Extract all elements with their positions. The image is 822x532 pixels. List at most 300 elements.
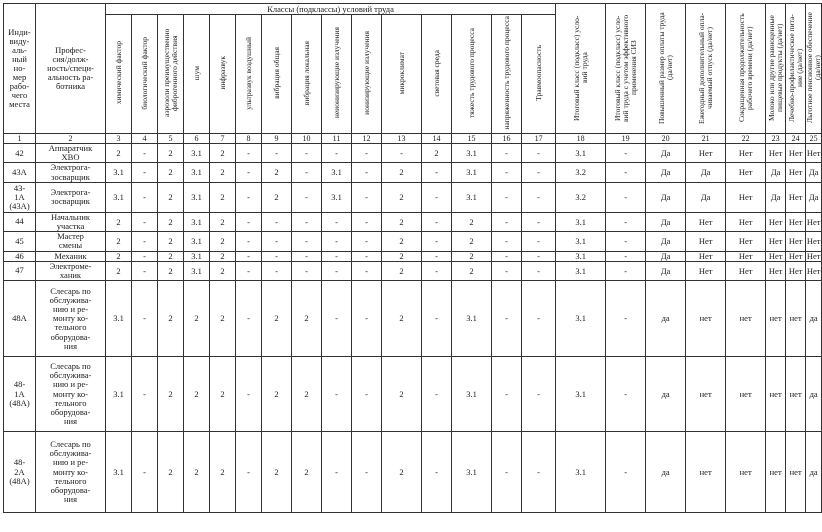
table-cell: - bbox=[492, 144, 522, 163]
table-cell: Нет bbox=[806, 144, 822, 163]
table-cell: - bbox=[322, 261, 352, 280]
table-cell: 2 bbox=[262, 357, 292, 432]
table-cell: 2 bbox=[158, 144, 184, 163]
table-cell: 2 bbox=[262, 182, 292, 212]
header-factor: напряженность трудового процесса bbox=[492, 15, 522, 134]
column-number: 9 bbox=[262, 134, 292, 144]
workplace-number: 48- 2А (48А) bbox=[4, 432, 36, 513]
table-cell: - bbox=[262, 251, 292, 261]
profession-name: Мастер смены bbox=[36, 232, 106, 251]
column-number: 25 bbox=[806, 134, 822, 144]
table-cell: - bbox=[132, 251, 158, 261]
table-cell: - bbox=[132, 357, 158, 432]
table-cell: - bbox=[606, 251, 646, 261]
header-factor: ионизирующие излучения bbox=[352, 15, 382, 134]
table-cell: да bbox=[646, 281, 686, 357]
table-cell: Да bbox=[686, 182, 726, 212]
table-row bbox=[4, 212, 822, 231]
column-number: 19 bbox=[606, 134, 646, 144]
table-cell: 2 bbox=[106, 212, 132, 231]
column-number: 16 bbox=[492, 134, 522, 144]
table-cell: 3.1 bbox=[184, 212, 210, 231]
table-cell: - bbox=[322, 212, 352, 231]
table-cell: Нет bbox=[726, 144, 766, 163]
table-cell: - bbox=[492, 357, 522, 432]
table-cell: нет bbox=[786, 357, 806, 432]
table-cell: 3.1 bbox=[184, 261, 210, 280]
header-factor: вибрация общая bbox=[262, 15, 292, 134]
profession-name: Электроме- ханик bbox=[36, 261, 106, 280]
profession-name: Электрога- зосварщик bbox=[36, 163, 106, 182]
table-cell: - bbox=[292, 163, 322, 182]
table-cell: - bbox=[292, 261, 322, 280]
table-cell: Нет bbox=[786, 182, 806, 212]
table-cell: - bbox=[236, 232, 262, 251]
table-cell: 2 bbox=[210, 261, 236, 280]
table-cell: 3.1 bbox=[184, 144, 210, 163]
table-cell: - bbox=[522, 182, 556, 212]
header-row-classes bbox=[4, 4, 822, 15]
table-cell: - bbox=[322, 357, 352, 432]
table-cell: - bbox=[522, 144, 556, 163]
table-cell: - bbox=[236, 261, 262, 280]
table-cell: 2 bbox=[210, 182, 236, 212]
table-cell: Нет bbox=[726, 182, 766, 212]
table-cell: нет bbox=[686, 432, 726, 513]
table-cell: 2 bbox=[292, 432, 322, 513]
table-cell: - bbox=[352, 163, 382, 182]
table-cell: - bbox=[522, 212, 556, 231]
column-number: 3 bbox=[106, 134, 132, 144]
table-cell: да bbox=[806, 281, 822, 357]
table-cell: - bbox=[322, 281, 352, 357]
table-cell: - bbox=[492, 432, 522, 513]
table-cell: 3.1 bbox=[184, 251, 210, 261]
table-cell: - bbox=[132, 432, 158, 513]
table-cell: - bbox=[322, 251, 352, 261]
header-factor: ультразвук воздушный bbox=[236, 15, 262, 134]
table-cell: - bbox=[352, 144, 382, 163]
table-cell: Нет bbox=[806, 250, 821, 261]
table-cell: 3.1 bbox=[322, 182, 352, 212]
table-row bbox=[4, 432, 822, 513]
table-cell: - bbox=[236, 251, 262, 261]
table-cell: 2 bbox=[184, 357, 210, 432]
table-cell: Нет bbox=[686, 232, 726, 251]
table-cell: 2 bbox=[158, 212, 184, 231]
header-factor: инфразвук bbox=[210, 15, 236, 134]
table-row bbox=[4, 251, 822, 261]
workplace-number: 42 bbox=[4, 144, 36, 163]
table-cell: - bbox=[422, 432, 452, 513]
table-cell: 2 bbox=[210, 357, 236, 432]
table-cell: - bbox=[292, 232, 322, 251]
table-cell: Да bbox=[646, 212, 686, 231]
table-cell: - bbox=[132, 212, 158, 231]
table-cell: 2 bbox=[158, 432, 184, 513]
column-number: 13 bbox=[382, 134, 422, 144]
column-number: 4 bbox=[132, 134, 158, 144]
profession-name: Электрога- зосварщик bbox=[36, 182, 106, 212]
table-cell: Нет bbox=[686, 251, 726, 261]
table-cell: 3.1 bbox=[106, 182, 132, 212]
table-cell: Нет bbox=[786, 212, 806, 231]
table-row bbox=[4, 144, 822, 163]
table-cell: 3.1 bbox=[556, 261, 606, 280]
table-cell: - bbox=[262, 261, 292, 280]
table-cell: нет bbox=[726, 432, 766, 513]
header-reduced-hours: Сокращенная продолжительность рабочего времени (да/нет) bbox=[726, 4, 766, 134]
table-cell: Да bbox=[646, 251, 686, 261]
table-cell: 3.1 bbox=[452, 357, 492, 432]
working-conditions-table bbox=[3, 3, 822, 513]
table-cell: 2 bbox=[452, 232, 492, 251]
table-cell: 2 bbox=[382, 163, 422, 182]
table-cell: - bbox=[492, 182, 522, 212]
table-cell: 3.1 bbox=[556, 144, 606, 163]
table-cell: - bbox=[322, 432, 352, 513]
column-number: 22 bbox=[726, 134, 766, 144]
table-cell: - bbox=[606, 163, 646, 182]
table-cell: - bbox=[422, 357, 452, 432]
table-cell: - bbox=[132, 261, 158, 280]
table-cell: - bbox=[292, 182, 322, 212]
table-cell: нет bbox=[686, 357, 726, 432]
table-cell: нет bbox=[766, 281, 786, 357]
table-cell: - bbox=[492, 251, 522, 261]
table-cell: 2 bbox=[452, 212, 492, 231]
table-cell: 2 bbox=[106, 144, 132, 163]
table-cell: - bbox=[352, 281, 382, 357]
column-number: 14 bbox=[422, 134, 452, 144]
table-cell: 2 bbox=[158, 182, 184, 212]
table-row bbox=[4, 357, 822, 432]
table-cell: 3.1 bbox=[556, 251, 606, 261]
column-number: 2 bbox=[36, 134, 106, 144]
header-final-class-siz: Итоговый класс (подкласс) усло-вий труда с учетом эффективного применения СИЗ bbox=[606, 4, 646, 134]
header-extra-leave: Ежегодный дополнительный опла-чиваемый отпуск (да/нет) bbox=[686, 4, 726, 134]
table-cell: Нет bbox=[786, 144, 806, 163]
table-cell: 2 bbox=[382, 281, 422, 357]
table-cell: 3.1 bbox=[556, 281, 606, 357]
column-number: 7 bbox=[210, 134, 236, 144]
table-cell: 2 bbox=[382, 212, 422, 231]
table-cell: - bbox=[292, 251, 322, 261]
table-cell: 2 bbox=[382, 357, 422, 432]
column-number: 1 bbox=[4, 134, 36, 144]
table-cell: 3.1 bbox=[184, 182, 210, 212]
table-cell: - bbox=[522, 281, 556, 357]
table-cell: Да bbox=[646, 163, 686, 182]
profession-name: Начальник участка bbox=[36, 212, 106, 231]
table-cell: 3.1 bbox=[452, 281, 492, 357]
header-profession: Профес- сия/долж- ность/специ- альность ра- ботника bbox=[36, 4, 106, 134]
table-cell: да bbox=[806, 432, 822, 513]
table-cell: - bbox=[132, 281, 158, 357]
workplace-number: 43А bbox=[4, 163, 36, 182]
column-number: 10 bbox=[292, 134, 322, 144]
table-cell: - bbox=[422, 212, 452, 231]
profession-name: Механик bbox=[36, 251, 106, 261]
table-cell: нет bbox=[786, 281, 806, 357]
header-pension: Льготное пенсионное обеспечение (да/нет) bbox=[806, 4, 822, 134]
table-cell: 2 bbox=[158, 163, 184, 182]
table-cell: 3.1 bbox=[556, 232, 606, 251]
table-cell: Нет bbox=[726, 212, 766, 231]
table-row bbox=[4, 182, 822, 212]
table-cell: Нет bbox=[806, 232, 822, 251]
table-cell: 2 bbox=[210, 251, 236, 261]
header-therapeutic-food: Лечебно-профилактическое пита-ние (да/нет) bbox=[786, 4, 806, 134]
table-cell: 3.1 bbox=[556, 432, 606, 513]
table-cell: 3.1 bbox=[452, 144, 492, 163]
table-cell: - bbox=[522, 163, 556, 182]
table-cell: 3.1 bbox=[556, 212, 606, 231]
workplace-number: 44 bbox=[4, 212, 36, 231]
table-cell: нет bbox=[766, 357, 786, 432]
table-cell: Да bbox=[766, 163, 786, 182]
table-cell: 3.1 bbox=[106, 432, 132, 513]
table-cell: 3.1 bbox=[106, 357, 132, 432]
workplace-number: 47 bbox=[4, 261, 36, 280]
profession-name: Аппаратчик ХВО bbox=[36, 144, 106, 163]
header-factor: микроклимат bbox=[382, 15, 422, 134]
header-row-numbers bbox=[4, 134, 822, 144]
table-cell: Да bbox=[646, 261, 686, 280]
header-factor: шум bbox=[184, 15, 210, 134]
table-cell: - bbox=[606, 144, 646, 163]
table-cell: 2 bbox=[292, 281, 322, 357]
table-cell: нет bbox=[726, 357, 766, 432]
table-cell: 3.1 bbox=[452, 432, 492, 513]
table-cell: - bbox=[492, 261, 522, 280]
table-cell: да bbox=[646, 432, 686, 513]
table-cell: - bbox=[352, 432, 382, 513]
table-cell: Нет bbox=[726, 232, 766, 251]
working-conditions-sheet bbox=[3, 3, 822, 513]
table-cell: - bbox=[132, 144, 158, 163]
table-cell: - bbox=[522, 251, 556, 261]
table-cell: Да bbox=[646, 182, 686, 212]
table-cell: Нет bbox=[686, 261, 726, 280]
table-cell: 2 bbox=[262, 163, 292, 182]
column-number: 5 bbox=[158, 134, 184, 144]
workplace-number: 46 bbox=[4, 251, 36, 261]
table-cell: - bbox=[236, 163, 262, 182]
header-factor: вибрация локальная bbox=[292, 15, 322, 134]
table-cell: 2 bbox=[382, 261, 422, 280]
table-cell: Нет bbox=[766, 261, 786, 280]
table-cell: нет bbox=[726, 281, 766, 357]
table-cell: 2 bbox=[158, 232, 184, 251]
table-cell: - bbox=[236, 357, 262, 432]
table-cell: - bbox=[606, 357, 646, 432]
profession-name: Слесарь по обслужива- нию и ре- монту ко- тельного оборудова- ния bbox=[36, 432, 106, 513]
table-cell: 2 bbox=[184, 281, 210, 357]
table-cell: - bbox=[492, 232, 522, 251]
table-cell: 2 bbox=[452, 261, 492, 280]
table-cell: Да bbox=[646, 232, 686, 251]
table-cell: 2 bbox=[382, 251, 422, 261]
table-cell: - bbox=[292, 144, 322, 163]
table-cell: 2 bbox=[158, 281, 184, 357]
table-cell: Да bbox=[686, 163, 726, 182]
table-cell: 2 bbox=[422, 144, 452, 163]
table-cell: - bbox=[236, 182, 262, 212]
table-cell: - bbox=[492, 163, 522, 182]
table-cell: - bbox=[422, 182, 452, 212]
table-cell: - bbox=[292, 212, 322, 231]
table-cell: Нет bbox=[806, 212, 822, 231]
table-cell: Нет bbox=[766, 251, 786, 261]
table-cell: 3.1 bbox=[184, 163, 210, 182]
table-cell: - bbox=[352, 182, 382, 212]
table-cell: нет bbox=[786, 432, 806, 513]
table-cell: - bbox=[522, 432, 556, 513]
column-number: 11 bbox=[322, 134, 352, 144]
header-factor: биологический фактор bbox=[132, 15, 158, 134]
table-cell: - bbox=[352, 212, 382, 231]
header-milk: Молоко или другие равноценные пищевые продукты (да/нет) bbox=[766, 4, 786, 134]
table-cell: - bbox=[606, 212, 646, 231]
workplace-number: 45 bbox=[4, 232, 36, 251]
column-number: 24 bbox=[786, 134, 806, 144]
table-cell: Да bbox=[646, 144, 686, 163]
table-cell: Нет bbox=[686, 212, 726, 231]
table-cell: 2 bbox=[452, 251, 492, 261]
table-cell: - bbox=[352, 232, 382, 251]
table-cell: - bbox=[492, 281, 522, 357]
header-final-class: Итоговый класс (подкласс) усло-вий труда bbox=[556, 4, 606, 134]
column-number: 17 bbox=[522, 134, 556, 144]
table-cell: - bbox=[422, 251, 452, 261]
table-cell: 3.1 bbox=[452, 182, 492, 212]
table-cell: 2 bbox=[292, 357, 322, 432]
table-cell: Нет bbox=[786, 251, 806, 261]
header-factor: Травмоопасность bbox=[522, 15, 556, 134]
table-cell: Нет bbox=[766, 232, 786, 251]
table-cell: - bbox=[236, 432, 262, 513]
table-cell: 2 bbox=[106, 232, 132, 251]
table-cell: - bbox=[262, 144, 292, 163]
table-cell: да bbox=[806, 357, 822, 432]
table-cell: - bbox=[606, 281, 646, 357]
header-factor: тяжесть трудового процесса bbox=[452, 15, 492, 134]
header-factor: аэрозоли преимущественно фиброгенного действия bbox=[158, 15, 184, 134]
table-cell: - bbox=[262, 212, 292, 231]
table-cell: - bbox=[236, 281, 262, 357]
column-number: 18 bbox=[556, 134, 606, 144]
table-cell: 2 bbox=[158, 251, 184, 261]
table-cell: Нет bbox=[766, 144, 786, 163]
profession-name: Слесарь по обслужива- нию и ре- монту ко- тельного оборудова- ния bbox=[36, 357, 106, 432]
table-cell: - bbox=[382, 144, 422, 163]
table-cell: - bbox=[606, 432, 646, 513]
table-cell: 3.1 bbox=[452, 163, 492, 182]
table-cell: Да bbox=[806, 182, 822, 212]
table-cell: Нет bbox=[786, 163, 806, 182]
table-cell: 2 bbox=[382, 182, 422, 212]
table-cell: Нет bbox=[726, 251, 766, 261]
table-cell: - bbox=[422, 163, 452, 182]
table-cell: 3.1 bbox=[556, 357, 606, 432]
table-cell: 3.1 bbox=[106, 281, 132, 357]
table-cell: - bbox=[236, 212, 262, 231]
table-cell: нет bbox=[766, 432, 786, 513]
table-cell: - bbox=[606, 261, 646, 280]
table-row bbox=[4, 163, 822, 182]
table-cell: Нет bbox=[786, 232, 806, 251]
table-cell: Нет bbox=[766, 212, 786, 231]
table-cell: 2 bbox=[106, 251, 132, 261]
table-cell: - bbox=[132, 163, 158, 182]
table-cell: 2 bbox=[158, 261, 184, 280]
table-cell: 3.1 bbox=[322, 163, 352, 182]
header-factor: химический фактор bbox=[106, 15, 132, 134]
table-cell: 2 bbox=[210, 232, 236, 251]
table-cell: - bbox=[352, 251, 382, 261]
header-pay-increase: Повышенный размер оплаты труда (да/нет) bbox=[646, 4, 686, 134]
table-cell: 3.1 bbox=[184, 232, 210, 251]
table-cell: 2 bbox=[210, 212, 236, 231]
workplace-number: 48- 1А (48А) bbox=[4, 357, 36, 432]
table-cell: Нет bbox=[726, 163, 766, 182]
table-cell: 3.2 bbox=[556, 182, 606, 212]
table-cell: 2 bbox=[210, 281, 236, 357]
table-cell: 3.2 bbox=[556, 163, 606, 182]
column-number: 21 bbox=[686, 134, 726, 144]
table-row bbox=[4, 261, 822, 280]
table-cell: - bbox=[522, 232, 556, 251]
header-factor: неионизирующие излучения bbox=[322, 15, 352, 134]
table-cell: - bbox=[606, 182, 646, 212]
table-cell: 2 bbox=[262, 281, 292, 357]
workplace-number: 43- 1А (43А) bbox=[4, 182, 36, 212]
table-cell: - bbox=[606, 232, 646, 251]
column-number: 23 bbox=[766, 134, 786, 144]
table-cell: - bbox=[352, 261, 382, 280]
table-cell: Нет bbox=[726, 261, 766, 280]
table-cell: Нет bbox=[686, 144, 726, 163]
table-cell: - bbox=[322, 144, 352, 163]
table-row bbox=[4, 232, 822, 251]
table-cell: - bbox=[322, 232, 352, 251]
table-cell: - bbox=[522, 357, 556, 432]
table-cell: 2 bbox=[382, 232, 422, 251]
table-cell: 2 bbox=[210, 163, 236, 182]
column-number: 12 bbox=[352, 134, 382, 144]
table-cell: да bbox=[646, 357, 686, 432]
table-cell: 2 bbox=[382, 432, 422, 513]
table-cell: - bbox=[132, 182, 158, 212]
table-cell: - bbox=[262, 232, 292, 251]
table-cell: 2 bbox=[184, 432, 210, 513]
table-cell: 3.1 bbox=[106, 163, 132, 182]
header-factor: световая среда bbox=[422, 15, 452, 134]
table-cell: 2 bbox=[106, 261, 132, 280]
column-number: 20 bbox=[646, 134, 686, 144]
table-cell: - bbox=[492, 212, 522, 231]
workplace-number: 48А bbox=[4, 281, 36, 357]
table-cell: 2 bbox=[262, 432, 292, 513]
column-number: 6 bbox=[184, 134, 210, 144]
table-cell: Нет bbox=[806, 261, 822, 280]
header-workplace-number: Инди- виду- аль- ный но- мер рабо- чего места bbox=[4, 4, 36, 134]
table-cell: - bbox=[132, 232, 158, 251]
column-number: 15 bbox=[452, 134, 492, 144]
table-cell: - bbox=[352, 357, 382, 432]
table-cell: - bbox=[422, 232, 452, 251]
